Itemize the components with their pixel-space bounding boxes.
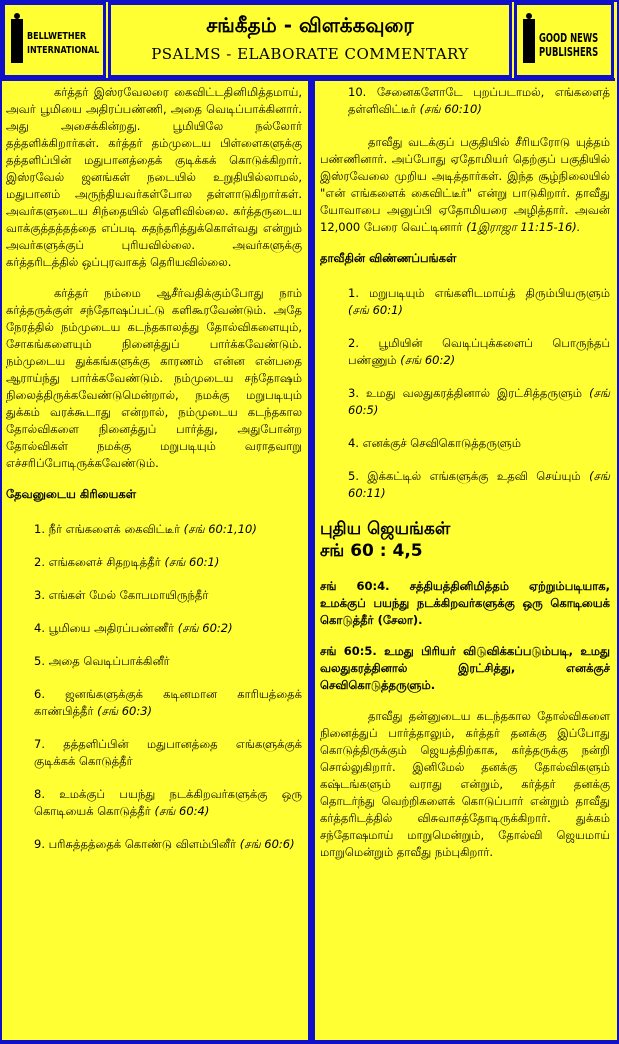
page-title-english: PSALMS - ELABORATE COMMENTARY [151,45,469,63]
list-item: 6. ஜனங்களுக்குக் கடினமான காரியத்தைக் காண்பித்தீர் (சங் 60:3) [34,687,302,718]
bellwether-logo-line2: INTERNATIONAL [27,45,100,56]
left-paragraph-2: கர்த்தர் நம்மை ஆசீர்வதிக்கும்போது நாம் கர்த்தருக்குள் சந்தோஷப்பட்டு களிகூரவேண்டும். அதே நேரத்தில் நம்முடைய கடந்தகாலத்து தோல்விகளையும், சோகங்களையும் நினைத்துப் பார்க்கவேண்டும். நம்முடைய துக்கங்களுக்கு காரணம் என்ன என்பதை ஆராய்ந்து பார்க்கவேண்டும். நம்முடைய சந்தோஷம் நிலைத்திருக்கவேண்டுமென்றால், நமக்கு மறுபடியும் துக்கம் வரக்கூடாது என்றால், நம்முடைய கடந்தகால தோல்விகளை நினைத்துப் பார்த்து, அதுபோன்ற தோல்விகள் நமக்கு மறுபடியும் வராதவாறு எச்சரிப்போடிருக்கவேண்டும். [6,286,302,470]
new-victories-section-title [320,518,610,562]
left-column [6,84,302,869]
list-item: 5. இக்கட்டில் எங்களுக்கு உதவி செய்யும் (சங் 60:11) [348,469,611,500]
list-item: 1. மறுபடியும் எங்களிடமாய்த் திரும்பியருளும் (சங் 60:1) [348,286,610,317]
list-item: 2. எங்களைச் சிதறடித்தீர் (சங் 60:1) [34,555,220,569]
page-header [0,0,615,81]
list-item: 3. எங்கள் மேல் கோபமாயிருந்தீர் [34,588,209,602]
right-paragraph-2: தாவீது தன்னுடைய கடந்தகால தோல்விகளை நினைத்துப் பார்த்தாலும், கர்த்தர் தனக்கு இப்போது கொடுத்திருக்கும் ஜெயத்திற்காக, கர்த்தருக்கு நன்றி சொல்லுகிறார். இனிமேல் தனக்கு தோல்விகளும் கஷ்டங்களும் வராது என்றும், கர்த்தர் தனக்கு தொடர்ந்து வெற்றிகளைக் கொடுப்பார் என்றும் தாவீது கர்த்தரிடத்தில் விசுவாசத்தோடிருக்கிறார். துக்கம் சந்தோஷமாய் மாறுமென்றும், தோல்வி ஜெயமாய் மாறுமென்றும் தாவீது நம்புகிறார். [320,709,610,859]
publisher-icon [523,19,535,63]
good-news-logo-line2: PUBLISHERS [539,45,599,59]
bellwether-logo [11,15,100,65]
bellwether-logo-box [2,2,106,78]
good-news-logo-line1: GOOD NEWS [539,31,599,45]
title-box [108,2,512,78]
list-item: 5. அதை வெடிப்பாக்கினீர் [34,654,170,668]
list-item: 9. பரிசுத்தத்தைக் கொண்டு விளம்பினீர் (சங் 60:6) [34,837,295,851]
list-item: 4. பூமியை அதிரப்பண்ணீர் (சங் 60:2) [34,621,233,635]
list-item: 2. பூமியின் வெடிப்புக்களைப் பொருந்தப் பண்ணும் (சங் 60:2) [348,336,610,367]
bottom-border [0,1040,619,1044]
section-title: புதிய ஜெயங்கள் [320,519,451,539]
section-reference: சங் 60 : 4,5 [320,541,423,561]
works-of-god-list-continued [320,84,610,118]
verse-60-4: சங் 60:4. சத்தியத்தினிமித்தம் ஏற்றும்படியாக, உமக்குப் பயந்து நடக்கிறவர்களுக்கு ஒரு கொடியைக் கொடுத்தீர் (சேலா). [320,579,610,627]
good-news-logo-box [514,2,614,78]
right-column [320,84,610,875]
verse-60-5: சங் 60:5. உமது பிரியர் விடுவிக்கப்படும்படி, உமது வலதுகரத்தினால் இரட்சித்து, எனக்குச் செவிகொடுத்தருளும். [320,644,610,692]
list-item: 1. நீர் எங்களைக் கைவிட்டீர் (சங் 60:1,10) [34,522,257,536]
bellwether-logo-line1: BELLWETHER [27,31,87,42]
list-item: 7. தத்தளிப்பின் மதுபானத்தை எங்களுக்குக் குடிக்கக் கொடுத்தீர் [34,737,302,768]
davids-prayers-heading: தாவீதின் விண்ணப்பங்கள் [320,251,457,265]
column-divider [308,78,315,1042]
right-paragraph-1: தாவீது வடக்குப் பகுதியில் சீரியரோடு யுத்தம் பண்ணினார். அப்போது ஏதோமியர் தெற்குப் பகுதியில் இஸ்ரவேலை முறிய அடித்தார்கள். இந்த சூழ்நிலையில் "என் எங்களைக் கைவிட்டீர்" என்று பாடுகிறார். தாவீது யோவாபை அனுப்பி ஏதோமியரை அழித்தார். அவன் 12,000 பேரை வெட்டினார் (1இராஜா 11:15-16). [320,135,610,234]
list-item: 4. எனக்குச் செவிகொடுத்தருளும் [348,436,521,450]
list-item: 8. உமக்குப் பயந்து நடக்கிறவர்களுக்கு ஒரு கொடியைக் கொடுத்தீர் (சங் 60:4) [34,787,302,818]
good-news-logo [523,15,607,65]
page-title-tamil: சங்கீதம் - விளக்கவுரை [206,13,414,37]
list-item: 10. சேனைகளோடே புறப்படாமல், எங்களைத் தள்ளிவிட்டீர் (சங் 60:10) [348,85,610,116]
list-item: 3. உமது வலதுகரத்தினால் இரட்சித்தருளும் (சங் 60:5) [348,386,610,417]
bell-icon [11,19,23,63]
works-of-god-heading: தேவனுடைய கிரியைகள் [6,487,137,501]
davids-prayers-list [320,285,610,502]
left-paragraph-1: கர்த்தர் இஸ்ரவேலரை கைவிட்டதினிமித்தமாய், அவர் பூமியை அதிரப்பண்ணி, அதை வெடிப்பாக்கினார். அது அசைக்கின்றது. பூமியிலே நல்லோர் தத்தளிக்கிறார்கள். கர்த்தர் தம்முடைய பிள்ளைகளுக்கு தத்தளிப்பின் மதுபானத்தைக் குடிக்கக் கொடுக்கிறார். இஸ்ரவேல் ஜனங்கள் நடையில் உறுதியில்லாமல், மதுபானம் அருந்தியவர்கள்போல தள்ளாடுகிறார்கள். அவர்களுடைய சிந்தையில் தெளிவில்லை. கர்த்தருடைய வாக்குத்தத்தத்தை எப்படி சுதந்தரித்துக்கொள்வது என்றும் அவர்களுக்குப் புரியவில்லை. அவர்களுக்கு கர்த்தரிடத்தில் ஒப்புரவாகத் தெரியவில்லை. [6,85,302,269]
works-of-god-list [6,521,302,853]
